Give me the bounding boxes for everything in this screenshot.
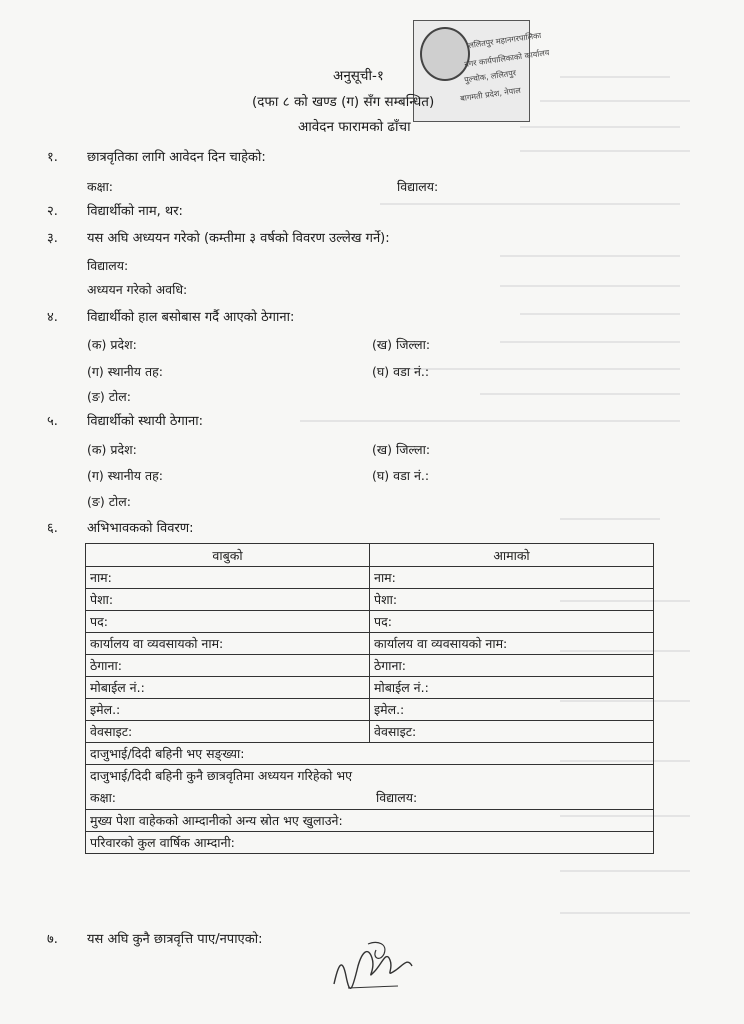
sibling-class-label: कक्षा: [90, 790, 117, 805]
table-header-row [86, 544, 654, 567]
table-row [86, 765, 654, 810]
table-row [86, 655, 654, 677]
father-name-cell[interactable]: नाम: [86, 567, 370, 589]
siblings-class-school-line [86, 787, 653, 809]
item-label-3: यस अघि अध्ययन गरेको (कम्तीमा ३ वर्षको विवरण उल्लेख गर्ने): [87, 231, 390, 246]
item3-period-label: अध्ययन गरेको अवधि: [87, 282, 188, 297]
table-row [86, 810, 654, 832]
guardian-details-table [85, 543, 654, 854]
item1-school-label: विद्यालय: [397, 179, 439, 194]
siblings-scholarship-cell[interactable] [86, 765, 654, 810]
current-district-label: (ख) जिल्ला: [372, 337, 431, 352]
permanent-local-level-label: (ग) स्थानीय तह: [87, 468, 163, 483]
item3-school-label: विद्यालय: [87, 258, 129, 273]
item-label-1: छात्रवृतिका लागि आवेदन दिन चाहेको: [87, 150, 266, 165]
father-address-cell[interactable]: ठेगाना: [86, 655, 370, 677]
table-row [86, 699, 654, 721]
current-province-label: (क) प्रदेश: [87, 337, 137, 352]
sibling-school-label: विद्यालय: [376, 790, 418, 805]
current-local-level-label: (ग) स्थानीय तह: [87, 364, 163, 379]
siblings-count-cell[interactable]: दाजुभाई/दिदी बहिनी भए सङ्ख्या: [86, 743, 654, 765]
item-number-3: ३. [47, 231, 58, 246]
seal-text-2: नगर कार्यपालिकाको कार्यालय [463, 48, 550, 69]
item-number-1: १. [47, 150, 58, 165]
clause-reference: (दफा ८ को खण्ड (ग) सँग सम्बन्धित) [252, 94, 435, 110]
mother-office-cell[interactable]: कार्यालय वा व्यवसायको नाम: [370, 633, 654, 655]
seal-text-4: बागमती प्रदेश, नेपाल [459, 85, 522, 104]
emblem-icon [420, 27, 470, 81]
permanent-tole-label: (ङ) टोल: [87, 494, 131, 509]
item-number-5: ५. [47, 414, 58, 429]
item-label-6: अभिभावकको विवरण: [87, 521, 194, 536]
mother-website-cell[interactable]: वेवसाइट: [370, 721, 654, 743]
annual-income-cell[interactable]: परिवारको कुल वार्षिक आम्दानी: [86, 832, 654, 854]
seal-text-3: पुल्चोक, ललितपुर [463, 68, 517, 85]
table-row [86, 567, 654, 589]
item-label-5: विद्यार्थीको स्थायी ठेगाना: [87, 414, 204, 429]
table-row [86, 677, 654, 699]
table-row [86, 611, 654, 633]
father-mobile-cell[interactable]: मोबाईल नं.: [86, 677, 370, 699]
handwritten-signature [328, 936, 418, 998]
father-website-cell[interactable]: वेवसाइट: [86, 721, 370, 743]
siblings-scholarship-label: दाजुभाई/दिदी बहिनी कुनै छात्रवृतिमा अध्ययन गरिहेको भए [90, 768, 353, 783]
table-row [86, 633, 654, 655]
form-title: आवेदन फारामको ढाँचा [298, 119, 411, 135]
other-income-cell[interactable]: मुख्य पेशा वाहेकको आम्दानीको अन्य स्रोत भए खुलाउने: [86, 810, 654, 832]
item-label-4: विद्यार्थीको हाल बसोबास गर्दै आएको ठेगाना: [87, 310, 295, 325]
mother-column-header: आमाको [370, 544, 654, 567]
mother-occupation-cell[interactable]: पेशा: [370, 589, 654, 611]
mother-mobile-cell[interactable]: मोबाईल नं.: [370, 677, 654, 699]
table-row [86, 743, 654, 765]
current-ward-label: (घ) वडा नं.: [372, 364, 430, 379]
permanent-district-label: (ख) जिल्ला: [372, 442, 431, 457]
father-email-cell[interactable]: इमेल.: [86, 699, 370, 721]
item1-class-label: कक्षा: [87, 179, 114, 194]
permanent-province-label: (क) प्रदेश: [87, 442, 137, 457]
item-number-7: ७. [47, 932, 58, 947]
seal-text-1: ललितपुर महानगरपालिका [467, 30, 542, 51]
father-occupation-cell[interactable]: पेशा: [86, 589, 370, 611]
mother-email-cell[interactable]: इमेल.: [370, 699, 654, 721]
father-position-cell[interactable]: पद: [86, 611, 370, 633]
table-row [86, 832, 654, 854]
mother-name-cell[interactable]: नाम: [370, 567, 654, 589]
item-number-4: ४. [47, 310, 58, 325]
father-column-header: वाबुको [86, 544, 370, 567]
current-tole-label: (ङ) टोल: [87, 389, 131, 404]
item-number-6: ६. [47, 521, 58, 536]
table-row [86, 589, 654, 611]
permanent-ward-label: (घ) वडा नं.: [372, 468, 430, 483]
father-office-cell[interactable]: कार्यालय वा व्यवसायको नाम: [86, 633, 370, 655]
item-number-2: २. [47, 204, 58, 219]
table-row [86, 721, 654, 743]
mother-position-cell[interactable]: पद: [370, 611, 654, 633]
item-label-2: विद्यार्थीको नाम, थर: [87, 204, 183, 219]
item-label-7: यस अघि कुनै छात्रवृत्ति पाए/नपाएको: [87, 932, 263, 947]
mother-address-cell[interactable]: ठेगाना: [370, 655, 654, 677]
schedule-title: अनुसूची-१ [333, 68, 384, 84]
